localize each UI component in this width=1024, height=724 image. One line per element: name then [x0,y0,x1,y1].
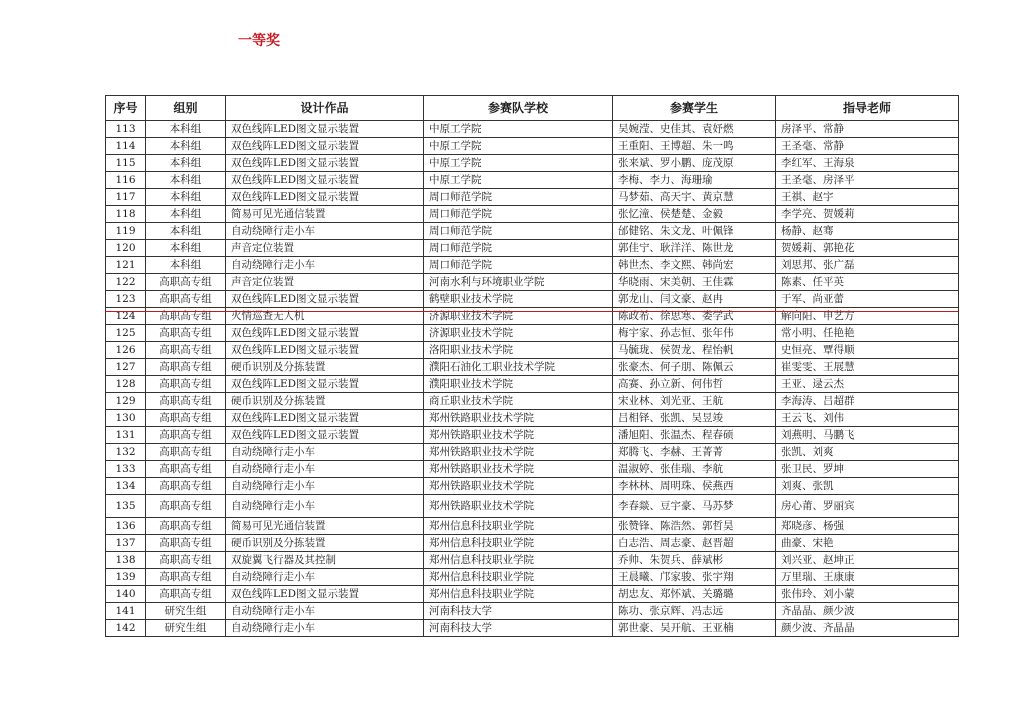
row-students: 马毓珑、侯贺龙、程怡帆 [613,342,776,359]
row-school: 周口师范学院 [424,206,613,223]
row-students: 吴婉滢、史佳其、袁妤燃 [613,121,776,138]
row-students: 王晨曦、邝家骏、张宇翔 [613,569,776,586]
row-school: 周口师范学院 [424,189,613,206]
award-title: 一等奖 [238,33,280,49]
row-teachers: 杨静、赵骞 [776,223,959,240]
row-school: 洛阳职业技术学院 [424,342,613,359]
row-school: 商丘职业技术学院 [424,393,613,410]
table-row [106,189,959,206]
row-teachers: 常小明、任艳艳 [776,325,959,342]
row-teachers: 刘爽、张凯 [776,478,959,495]
row-no: 127 [106,359,146,376]
table-row [106,257,959,274]
row-students: 白志浩、周志豪、赵晋超 [613,535,776,552]
table-row [106,206,959,223]
row-students: 李林林、周明珠、侯燕西 [613,478,776,495]
row-teachers: 刘燕明、马鹏飞 [776,427,959,444]
row-work: 自动绕障行走小车 [226,603,424,620]
row-no: 118 [106,206,146,223]
row-group: 高职高专组 [146,478,226,495]
row-school: 郑州铁路职业技术学院 [424,495,613,518]
row-school: 郑州信息科技职业学院 [424,586,613,603]
row-school: 济源职业技术学院 [424,325,613,342]
row-students: 陈政希、徐思寒、娄学武 [613,308,776,325]
row-work: 双色线阵LED图文显示装置 [226,172,424,189]
row-school: 中原工学院 [424,155,613,172]
row-teachers: 房泽平、常静 [776,121,959,138]
row-no: 135 [106,495,146,518]
row-group: 高职高专组 [146,325,226,342]
row-students: 韩世杰、李文熙、韩尚宏 [613,257,776,274]
row-school: 郑州信息科技职业学院 [424,535,613,552]
row-students: 郭世豪、吴开航、王亚楠 [613,620,776,637]
row-group: 高职高专组 [146,359,226,376]
table-row [106,535,959,552]
row-teachers: 解向阳、申艺方 [776,308,959,325]
row-work: 双色线阵LED图文显示装置 [226,291,424,308]
row-no: 134 [106,478,146,495]
table-row [106,603,959,620]
table-row [106,552,959,569]
row-students: 乔帅、朱贺兵、薛斌彬 [613,552,776,569]
row-teachers: 崔雯雯、王展慧 [776,359,959,376]
row-work: 声音定位装置 [226,240,424,257]
row-group: 高职高专组 [146,444,226,461]
row-no: 139 [106,569,146,586]
row-work: 自动绕障行走小车 [226,257,424,274]
row-group: 高职高专组 [146,461,226,478]
row-group: 研究生组 [146,620,226,637]
row-no: 136 [106,518,146,535]
row-no: 115 [106,155,146,172]
row-group: 高职高专组 [146,274,226,291]
row-school: 中原工学院 [424,172,613,189]
row-teachers: 万里瑞、王康康 [776,569,959,586]
row-work: 双色线阵LED图文显示装置 [226,138,424,155]
table-row [106,155,959,172]
header-group: 组别 [146,96,226,121]
row-work: 简易可见光通信装置 [226,518,424,535]
row-teachers: 房心莆、罗丽宾 [776,495,959,518]
table-row [106,518,959,535]
row-teachers: 曲豪、宋艳 [776,535,959,552]
row-work: 双色线阵LED图文显示装置 [226,189,424,206]
row-school: 濮阳职业技术学院 [424,376,613,393]
row-students: 张来斌、罗小鹏、庞茂原 [613,155,776,172]
row-teachers: 刘思邦、张广磊 [776,257,959,274]
row-work: 自动绕障行走小车 [226,444,424,461]
row-students: 胡忠友、郑怀斌、关璐璐 [613,586,776,603]
row-work: 双色线阵LED图文显示装置 [226,586,424,603]
row-school: 中原工学院 [424,121,613,138]
row-work: 自动绕障行走小车 [226,478,424,495]
table-row [106,274,959,291]
row-no: 119 [106,223,146,240]
table-row [106,138,959,155]
row-students: 张忆潼、侯楚楚、金毅 [613,206,776,223]
row-no: 125 [106,325,146,342]
row-no: 128 [106,376,146,393]
row-work: 双色线阵LED图文显示装置 [226,427,424,444]
row-school: 周口师范学院 [424,240,613,257]
row-group: 高职高专组 [146,308,226,325]
row-school: 河南科技大学 [424,620,613,637]
row-work: 声音定位装置 [226,274,424,291]
row-no: 126 [106,342,146,359]
row-students: 温淑婷、张佳瑞、李航 [613,461,776,478]
row-teachers: 刘兴亚、赵坤正 [776,552,959,569]
row-work: 双色线阵LED图文显示装置 [226,410,424,427]
row-teachers: 颜少波、齐晶晶 [776,620,959,637]
row-work: 双色线阵LED图文显示装置 [226,155,424,172]
row-students: 王重阳、王博超、朱一鸣 [613,138,776,155]
row-school: 郑州信息科技职业学院 [424,569,613,586]
table-row [106,359,959,376]
row-teachers: 王圣毫、房泽平 [776,172,959,189]
table-row [106,342,959,359]
header-row [106,96,959,121]
row-group: 本科组 [146,223,226,240]
row-no: 117 [106,189,146,206]
header-teachers: 指导老师 [776,96,959,121]
row-school: 周口师范学院 [424,257,613,274]
row-work: 双色线阵LED图文显示装置 [226,342,424,359]
row-group: 高职高专组 [146,342,226,359]
header-students: 参赛学生 [613,96,776,121]
row-students: 李春燚、豆宇豪、马苏梦 [613,495,776,518]
row-group: 本科组 [146,189,226,206]
row-group: 研究生组 [146,603,226,620]
row-group: 高职高专组 [146,569,226,586]
table-row [106,569,959,586]
row-students: 潘旭阳、张温杰、程春硕 [613,427,776,444]
table-row [106,495,959,518]
row-no: 121 [106,257,146,274]
row-students: 高赛、孙立新、何伟哲 [613,376,776,393]
row-no: 137 [106,535,146,552]
row-work: 简易可见光通信装置 [226,206,424,223]
row-teachers: 齐晶晶、颜少波 [776,603,959,620]
row-school: 郑州铁路职业技术学院 [424,410,613,427]
row-school: 郑州铁路职业技术学院 [424,461,613,478]
header-no: 序号 [106,96,146,121]
row-school: 郑州铁路职业技术学院 [424,478,613,495]
row-teachers: 贺媛莉、郭艳花 [776,240,959,257]
row-students: 郑腾飞、李赫、王菁菁 [613,444,776,461]
table-row [106,240,959,257]
row-teachers: 陈素、任平英 [776,274,959,291]
row-group: 高职高专组 [146,586,226,603]
table-row [106,172,959,189]
row-no: 131 [106,427,146,444]
row-school: 中原工学院 [424,138,613,155]
row-work: 自动绕障行走小车 [226,461,424,478]
row-students: 吕相铎、张凯、吴昱竣 [613,410,776,427]
row-work: 双色线阵LED图文显示装置 [226,325,424,342]
row-no: 122 [106,274,146,291]
row-work: 自动绕障行走小车 [226,223,424,240]
row-school: 郑州信息科技职业学院 [424,518,613,535]
table-row [106,586,959,603]
row-work: 硬币识别及分拣装置 [226,535,424,552]
row-teachers: 王祺、赵宇 [776,189,959,206]
row-school: 济源职业技术学院 [424,308,613,325]
row-no: 138 [106,552,146,569]
row-students: 郭佳宁、耿洋洋、陈世龙 [613,240,776,257]
row-students: 马梦茹、高天宇、黄京慧 [613,189,776,206]
row-teachers: 张卫民、罗坤 [776,461,959,478]
row-group: 高职高专组 [146,535,226,552]
row-school: 河南科技大学 [424,603,613,620]
table-row [106,393,959,410]
row-students: 李梅、李力、海珊瑜 [613,172,776,189]
table-row [106,291,959,308]
table-row [106,620,959,637]
row-teachers: 李学亮、贺媛莉 [776,206,959,223]
row-teachers: 王云飞、刘伟 [776,410,959,427]
row-school: 郑州铁路职业技术学院 [424,427,613,444]
row-group: 本科组 [146,121,226,138]
row-work: 火情巡查无人机 [226,308,424,325]
row-group: 高职高专组 [146,495,226,518]
table-row [106,461,959,478]
row-no: 133 [106,461,146,478]
row-no: 120 [106,240,146,257]
table-row [106,223,959,240]
row-work: 硬币识别及分拣装置 [226,393,424,410]
row-school: 鹤壁职业技术学院 [424,291,613,308]
row-group: 高职高专组 [146,393,226,410]
row-teachers: 王亚、逯云杰 [776,376,959,393]
row-work: 双旋翼飞行器及其控制 [226,552,424,569]
row-group: 高职高专组 [146,427,226,444]
row-group: 高职高专组 [146,291,226,308]
row-school: 郑州铁路职业技术学院 [424,444,613,461]
row-students: 郭龙山、闫文豪、赵冉 [613,291,776,308]
row-group: 高职高专组 [146,410,226,427]
row-students: 华晓雨、宋美朝、王佳霖 [613,274,776,291]
row-work: 自动绕障行走小车 [226,620,424,637]
row-no: 113 [106,121,146,138]
row-students: 宋业林、刘光亚、王航 [613,393,776,410]
row-group: 本科组 [146,172,226,189]
row-teachers: 郑晓彦、杨强 [776,518,959,535]
table-body [106,121,959,637]
row-teachers: 张伟玲、刘小蒙 [776,586,959,603]
row-work: 自动绕障行走小车 [226,495,424,518]
table-row [106,121,959,138]
row-school: 郑州信息科技职业学院 [424,552,613,569]
table-row [106,325,959,342]
row-no: 124 [106,308,146,325]
row-group: 本科组 [146,257,226,274]
table-row [106,478,959,495]
table-row [106,427,959,444]
row-group: 高职高专组 [146,376,226,393]
table-row [106,444,959,461]
row-group: 高职高专组 [146,518,226,535]
row-no: 140 [106,586,146,603]
row-no: 142 [106,620,146,637]
row-teachers: 史恒亮、覃得顺 [776,342,959,359]
row-no: 132 [106,444,146,461]
row-students: 张赞锋、陈浩然、郭哲昊 [613,518,776,535]
row-school: 濮阳石油化工职业技术学院 [424,359,613,376]
row-no: 114 [106,138,146,155]
row-work: 自动绕障行走小车 [226,569,424,586]
row-teachers: 于军、尚亚蕾 [776,291,959,308]
row-group: 本科组 [146,206,226,223]
row-no: 116 [106,172,146,189]
row-no: 141 [106,603,146,620]
header-work: 设计作品 [226,96,424,121]
award-table [105,95,959,637]
row-no: 129 [106,393,146,410]
row-school: 河南水利与环境职业学院 [424,274,613,291]
row-group: 本科组 [146,240,226,257]
row-students: 邰健铭、朱文龙、叶佩锋 [613,223,776,240]
table-row [106,376,959,393]
row-group: 高职高专组 [146,552,226,569]
row-work: 硬币识别及分拣装置 [226,359,424,376]
red-divider-line [105,311,958,312]
row-teachers: 李海涛、吕超群 [776,393,959,410]
row-school: 周口师范学院 [424,223,613,240]
row-group: 本科组 [146,155,226,172]
row-teachers: 王圣毫、常静 [776,138,959,155]
table-row [106,410,959,427]
row-no: 123 [106,291,146,308]
row-students: 陈功、张京辉、冯志远 [613,603,776,620]
row-work: 双色线阵LED图文显示装置 [226,376,424,393]
row-teachers: 李红军、王海泉 [776,155,959,172]
row-work: 双色线阵LED图文显示装置 [226,121,424,138]
row-students: 梅宇家、孙志恒、张年伟 [613,325,776,342]
header-school: 参赛队学校 [424,96,613,121]
row-group: 本科组 [146,138,226,155]
row-students: 张豪杰、何子朋、陈佩云 [613,359,776,376]
row-teachers: 张凯、刘爽 [776,444,959,461]
row-no: 130 [106,410,146,427]
